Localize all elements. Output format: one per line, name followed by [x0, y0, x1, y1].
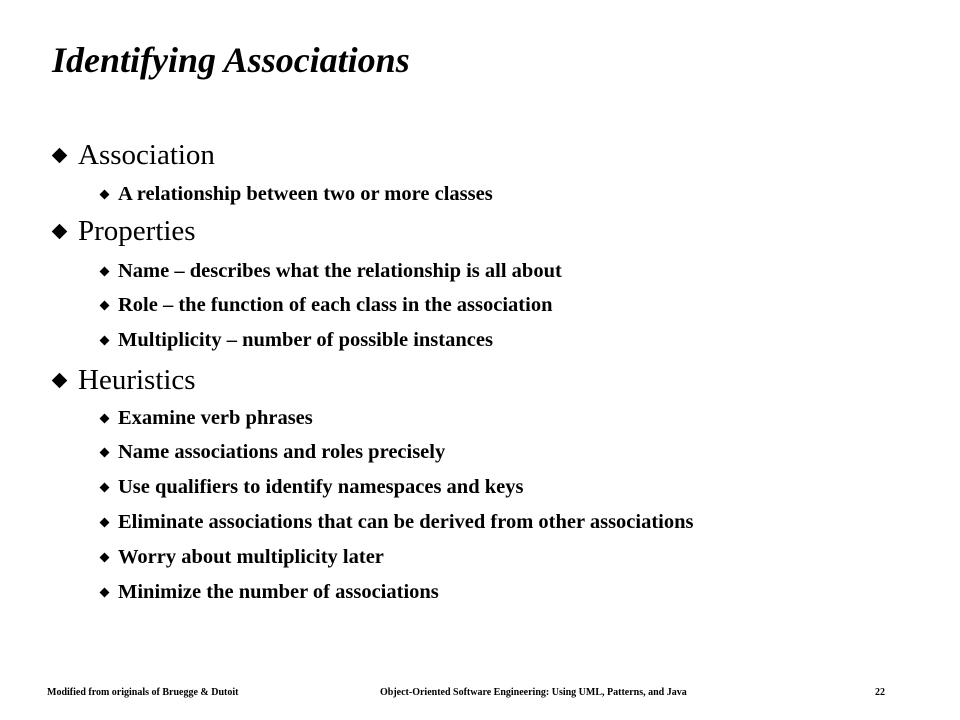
diamond-bullet-icon — [100, 587, 110, 597]
diamond-bullet-icon — [100, 335, 110, 345]
bullet-text: Association — [78, 138, 215, 171]
sub-bullet-multiplicity — [100, 325, 493, 355]
sub-bullet-heuristic — [100, 437, 445, 467]
diamond-bullet-icon — [100, 189, 110, 199]
sub-bullet-text: A relationship between two or more classes — [118, 182, 493, 205]
bullet-association — [52, 137, 215, 173]
diamond-bullet-icon — [100, 517, 110, 527]
sub-bullet-text: Role – the function of each class in the association — [118, 293, 553, 316]
bullet-text: Heuristics — [78, 363, 196, 396]
diamond-bullet-icon — [52, 372, 68, 388]
sub-bullet-text: Use qualifiers to identify namespaces and keys — [118, 475, 524, 498]
footer-book-title: Object-Oriented Software Engineering: Using UML, Patterns, and Java — [380, 687, 687, 698]
sub-bullet-text: Name – describes what the relationship is all about — [118, 259, 562, 282]
diamond-bullet-icon — [100, 266, 110, 276]
diamond-bullet-icon — [100, 447, 110, 457]
bullet-properties — [52, 213, 196, 249]
sub-bullet-text: Minimize the number of associations — [118, 580, 439, 603]
diamond-bullet-icon — [100, 482, 110, 492]
diamond-bullet-icon — [100, 300, 110, 310]
sub-bullet-heuristic — [100, 542, 384, 572]
footer-attribution: Modified from originals of Bruegge & Dutoit — [47, 687, 239, 698]
page-number: 22 — [875, 687, 885, 698]
sub-bullet-text: Worry about multiplicity later — [118, 545, 384, 568]
sub-bullet-heuristic — [100, 577, 439, 607]
slide-title: Identifying Associations — [52, 40, 410, 80]
bullet-text: Properties — [78, 214, 196, 247]
sub-bullet-text: Examine verb phrases — [118, 406, 313, 429]
sub-bullet-role — [100, 290, 552, 320]
bullet-heuristics — [52, 362, 196, 398]
sub-bullet-text: Multiplicity – number of possible instances — [118, 328, 493, 351]
sub-bullet-heuristic — [100, 507, 694, 537]
sub-bullet-text: Eliminate associations that can be derived from other associations — [118, 510, 694, 533]
diamond-bullet-icon — [100, 413, 110, 423]
diamond-bullet-icon — [52, 147, 68, 163]
diamond-bullet-icon — [52, 223, 68, 239]
diamond-bullet-icon — [100, 552, 110, 562]
sub-bullet-heuristic — [100, 403, 313, 433]
sub-bullet-text: Name associations and roles precisely — [118, 440, 446, 463]
sub-bullet-name — [100, 256, 562, 286]
sub-bullet-heuristic — [100, 472, 523, 502]
sub-bullet-definition — [100, 179, 493, 209]
